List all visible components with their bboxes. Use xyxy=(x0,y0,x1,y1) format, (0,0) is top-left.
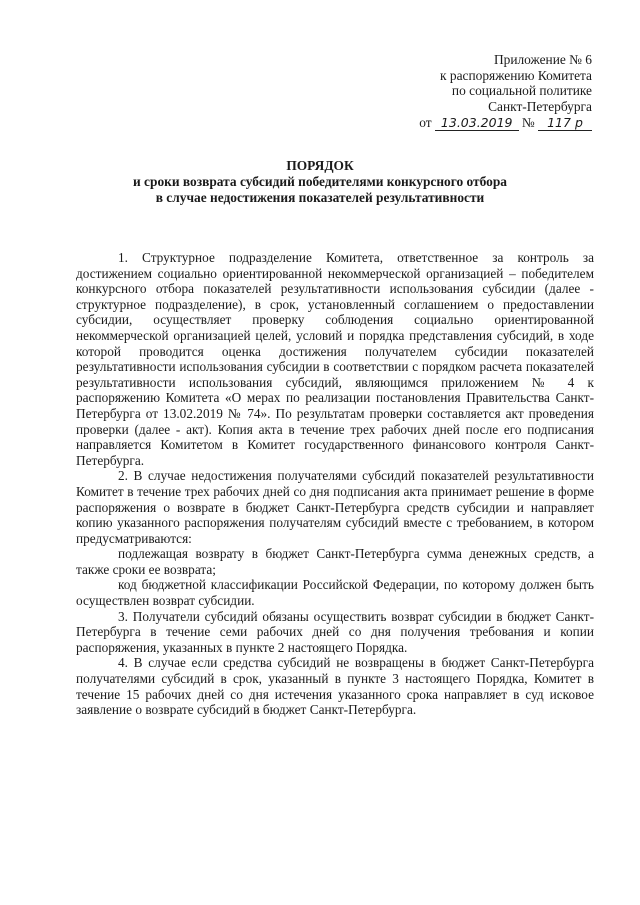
paragraph-4: 4. В случае если средства субсидий не возвращены в бюджет Санкт-Петербурга получателями субсидий в срок, указанный в пункте 3 настоящего Порядка, Комитет в течение 15 рабочих дней со дня истечения указанного срока направляет в суд исковое заявление о возврате субсидий в бюджет Санкт-Петербурга. xyxy=(76,655,594,718)
approval-line-appendix: Приложение № 6 xyxy=(493,52,592,67)
document-subtitle-line-1: и сроки возврата субсидий победителями конкурсного отбора xyxy=(132,174,507,189)
paragraph-1: 1. Структурное подразделение Комитета, ответственное за контроль за достижением социально ориентированной некоммерческой организацией – победителем конкурсного отбора показателей результативности использования субсидии (далее - структурное подразделение), в срок, установленный соглашением о предоставлении субсидии, осуществляет проверку соблюдения социально ориентированной некоммерческой организацией целей, условий и порядка представления субсидий, в ходе которой проводится оценка достижения получателем субсидии показателей результативности использования субсидии в соответствии с порядком расчета показателей результативности использования субсидий, являющимся приложением № 4 к распоряжению Комитета «О мерах по реализации постановления Правительства Санкт-Петербурга от 13.02.2019 № 74». По результатам проверки составляется акт проведения проверки (далее - акт). Копия акта в течение трех рабочих дней после его подписания направляется Комитетом в Комитет государственного финансового контроля Санкт-Петербурга. xyxy=(76,250,594,468)
approval-block xyxy=(419,52,592,131)
number-prefix: № xyxy=(521,115,535,131)
paragraph-2-item-amount: подлежащая возврату в бюджет Санкт-Петербурга сумма денежных средств, а также сроки ее возврата; xyxy=(76,546,594,577)
document-title: ПОРЯДОК xyxy=(286,158,354,173)
handwritten-date: 13.03.2019 xyxy=(435,116,519,131)
handwritten-number: 117 р xyxy=(538,116,592,131)
paragraph-3: 3. Получатели субсидий обязаны осуществить возврат субсидии в бюджет Санкт-Петербурга в течение семи рабочих дней со дня получения требования и копии распоряжения, указанных в пункте 2 настоящего Порядка. xyxy=(76,608,594,655)
approval-line-committee: по социальной политике xyxy=(451,83,592,99)
approval-date-line xyxy=(419,115,592,131)
document-heading xyxy=(0,158,640,206)
document-subtitle-line-2: в случае недостижения показателей результативности xyxy=(155,190,485,205)
approval-line-order: к распоряжению Комитета xyxy=(440,67,592,83)
date-prefix: от xyxy=(419,115,432,131)
paragraph-2-item-code: код бюджетной классификации Российской Федерации, по которому должен быть осуществлен возврат субсидии. xyxy=(76,577,594,609)
paragraph-2: 2. В случае недостижения получателями субсидий показателей результативности Комитет в течение трех рабочих дней со дня подписания акта принимает решение в форме распоряжения о возврате в бюджет Санкт-Петербурга средств субсидии и направляет копию указанного распоряжения получателям субсидий вместе с требованием, в котором предусматриваются: xyxy=(76,468,594,546)
document-body xyxy=(76,250,594,718)
approval-line-city: Санкт-Петербурга xyxy=(488,98,592,114)
